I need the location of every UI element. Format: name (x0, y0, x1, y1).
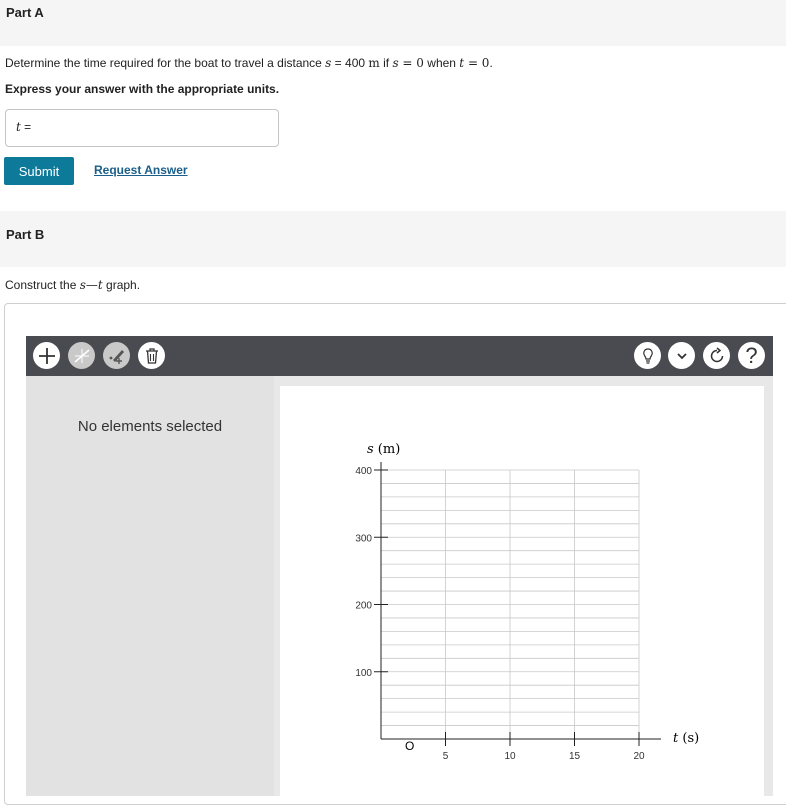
question-end: . (489, 56, 493, 70)
graph-canvas[interactable] (280, 386, 764, 796)
delete-button[interactable] (138, 342, 165, 369)
prompt-pre: Construct the (5, 278, 80, 292)
question-var-t: t (459, 56, 465, 70)
answer-input[interactable] (5, 109, 279, 147)
question-if: if (379, 56, 393, 70)
answer-label (16, 120, 31, 134)
y-tick-label: 400 (355, 466, 372, 477)
y-tick-label: 100 (355, 667, 372, 679)
help-button[interactable] (738, 342, 765, 369)
help-icon: ? (745, 342, 758, 368)
x-tick-label: 10 (504, 751, 516, 762)
question-when: when (423, 56, 460, 70)
more-options-button[interactable] (668, 342, 695, 369)
submit-button[interactable]: Submit (4, 157, 74, 185)
question-eq0: = 0 (398, 56, 424, 70)
question-eq: = 400 (331, 56, 369, 70)
part-b-title: Part B (6, 227, 45, 242)
part-a-header (0, 0, 786, 46)
request-answer-link[interactable]: Request Answer (94, 163, 188, 177)
question-text: Determine the time required for the boat to travel a distance (5, 56, 326, 70)
question-eq0b: = 0 (464, 56, 490, 70)
question-var-s: s (325, 56, 332, 70)
part-a-title: Part A (6, 5, 44, 20)
pen-plus-icon (107, 346, 127, 366)
part-a-question (5, 56, 493, 70)
hint-button[interactable] (634, 342, 661, 369)
y-axis-unit: (m) (373, 442, 401, 457)
origin-label: O (405, 739, 415, 753)
draw-line-button[interactable] (68, 342, 95, 369)
question-unit: m (368, 56, 380, 70)
x-axis-var: t (673, 731, 679, 746)
x-tick-label: 20 (633, 751, 645, 762)
prompt-t: t (97, 278, 103, 292)
hint-icon (638, 346, 658, 366)
y-tick-label: 200 (355, 600, 372, 612)
reset-icon (707, 346, 727, 366)
x-axis-unit: (s) (678, 731, 700, 746)
answer-instruction: Express your answer with the appropriate units. (5, 82, 280, 96)
line-icon (72, 346, 92, 366)
reset-button[interactable] (703, 342, 730, 369)
prompt-post: graph. (102, 278, 141, 292)
no-selection-message: No elements selected (77, 418, 223, 435)
part-b-header (0, 211, 786, 267)
edit-points-button[interactable] (103, 342, 130, 369)
prompt-dash: — (85, 278, 98, 292)
part-b-prompt (5, 278, 140, 292)
add-point-button[interactable] (33, 342, 60, 369)
plus-icon (37, 346, 57, 366)
chevron-down-icon (672, 346, 692, 366)
trash-icon (142, 346, 162, 366)
prompt-s: s (79, 278, 86, 292)
x-tick-label: 15 (568, 751, 581, 762)
y-tick-label: 300 (355, 533, 372, 545)
properties-panel (26, 376, 274, 796)
x-tick-label: 5 (442, 751, 449, 762)
y-axis-var: s (367, 442, 374, 457)
question-var-s2: s (392, 56, 399, 70)
answer-var: t (16, 120, 21, 134)
answer-eq: = (20, 120, 32, 134)
